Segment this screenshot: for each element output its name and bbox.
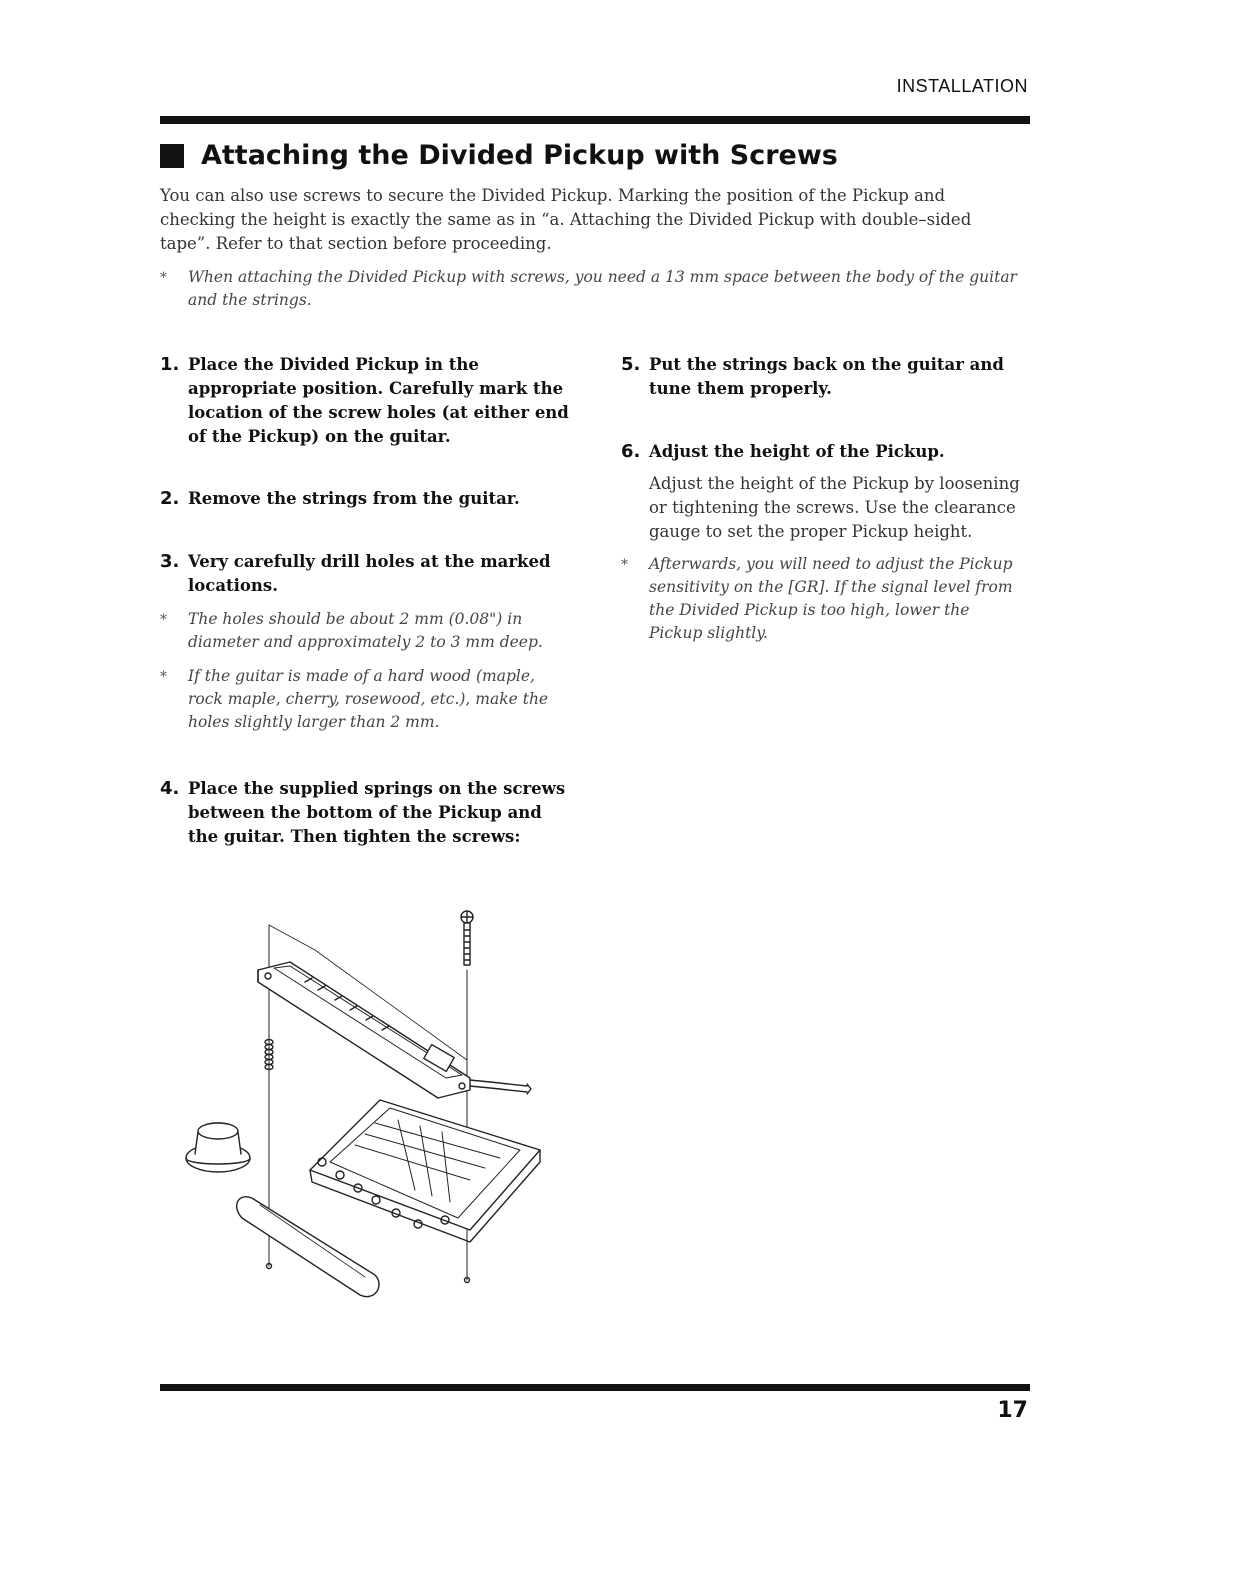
asterisk-icon: * bbox=[621, 557, 628, 573]
spring-icon bbox=[265, 1040, 273, 1070]
top-rule bbox=[160, 116, 1030, 124]
divided-pickup-icon bbox=[258, 962, 531, 1098]
note-text: Afterwards, you will need to adjust the Pickup sensitivity on the [GR]. If the signal level from the Divided Pickup is too high, lower the Pickup slightly. bbox=[649, 555, 1013, 642]
step-text: Place the Divided Pickup in the appropriate position. Carefully mark the location of the screw holes (at either end of the Pickup) on the guitar. bbox=[188, 355, 569, 446]
black-square-icon bbox=[160, 144, 184, 168]
step-3-note-1 bbox=[160, 608, 555, 654]
intro-paragraph: You can also use screws to secure the Divided Pickup. Marking the position of the Pickup and checking the height is exactly the same as in “a. Attaching the Divided Pickup with double–sided tape”. Refer to that section before proceeding. bbox=[160, 186, 972, 253]
guitar-bridge-icon bbox=[310, 1100, 540, 1242]
intro-note-text: When attaching the Divided Pickup with screws, you need a 13 mm space between the body of the guitar and the strings. bbox=[188, 268, 1017, 309]
knob-icon bbox=[186, 1123, 250, 1172]
bottom-rule bbox=[160, 1384, 1030, 1391]
pickup-installation-illustration bbox=[170, 900, 560, 1300]
step-number: 2. bbox=[160, 488, 180, 509]
screw-icon bbox=[461, 911, 473, 965]
note-text: If the guitar is made of a hard wood (maple, rock maple, cherry, rosewood, etc.), make the holes slightly larger than 2 mm. bbox=[188, 667, 549, 731]
asterisk-icon: * bbox=[160, 612, 167, 628]
step-5 bbox=[621, 353, 1031, 401]
step-2 bbox=[160, 487, 570, 511]
step-text: Adjust the height of the Pickup. bbox=[649, 442, 945, 461]
step-number: 5. bbox=[621, 354, 641, 375]
step-text: Put the strings back on the guitar and tune them properly. bbox=[649, 355, 1004, 398]
step-text: Place the supplied springs on the screws between the bottom of the Pickup and the guitar. Then tighten the screws: bbox=[188, 779, 566, 846]
step-number: 3. bbox=[160, 551, 180, 572]
step-text: Very carefully drill holes at the marked locations. bbox=[188, 552, 551, 595]
clearance-gauge-icon bbox=[237, 1197, 379, 1297]
asterisk-icon: * bbox=[160, 669, 167, 685]
step-6-note bbox=[621, 553, 1026, 645]
section-title bbox=[160, 140, 838, 171]
note-text: The holes should be about 2 mm (0.08") in diameter and approximately 2 to 3 mm deep. bbox=[188, 610, 543, 651]
page-number: 17 bbox=[997, 1398, 1028, 1423]
intro-note bbox=[160, 266, 1030, 312]
step-number: 6. bbox=[621, 441, 641, 462]
step-1 bbox=[160, 353, 570, 449]
step-text: Remove the strings from the guitar. bbox=[188, 489, 520, 508]
step-number: 1. bbox=[160, 354, 180, 375]
section-title-text: Attaching the Divided Pickup with Screws bbox=[201, 140, 838, 171]
step-6 bbox=[621, 440, 1031, 464]
step-3 bbox=[160, 550, 570, 598]
step-4 bbox=[160, 777, 570, 849]
step-3-note-2 bbox=[160, 665, 555, 734]
running-head: INSTALLATION bbox=[896, 76, 1028, 96]
step-number: 4. bbox=[160, 778, 180, 799]
asterisk-icon: * bbox=[160, 270, 167, 286]
step-6-body: Adjust the height of the Pickup by loosening or tightening the screws. Use the clearance gauge to set the proper Pickup height. bbox=[649, 474, 1020, 541]
